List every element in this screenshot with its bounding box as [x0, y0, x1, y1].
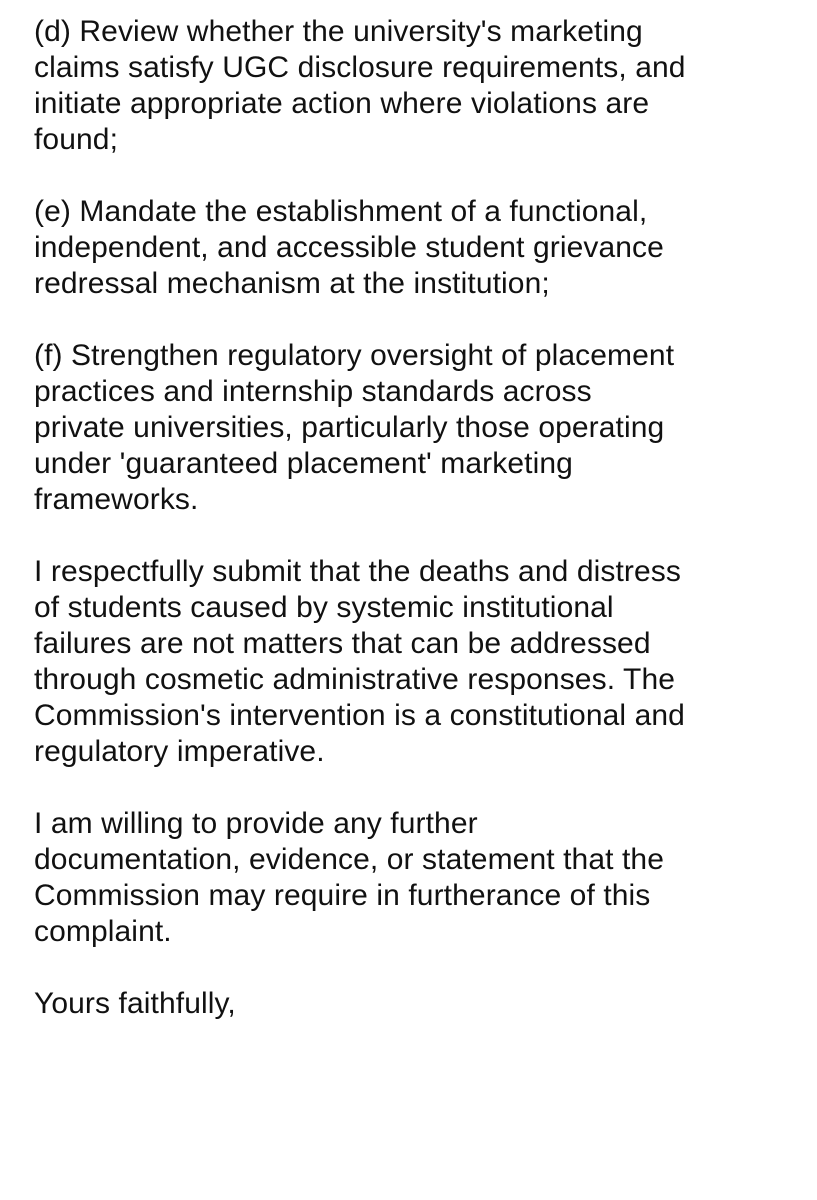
- text-line: through cosmetic administrative responses. The: [34, 663, 676, 696]
- text-line: frameworks.: [34, 483, 199, 516]
- text-line: private universities, particularly those operating: [34, 411, 665, 444]
- text-line: (e) Mandate the establishment of a functional,: [34, 195, 648, 228]
- text-line: I am willing to provide any further: [34, 807, 478, 840]
- text-line: initiate appropriate action where violations are: [34, 87, 650, 120]
- text-line: of students caused by systemic institutional: [34, 591, 614, 624]
- letter-body: [34, 14, 794, 1022]
- text-line: regulatory imperative.: [34, 735, 325, 768]
- paragraph-d: [34, 14, 794, 158]
- text-line: Commission may require in furtherance of this: [34, 879, 651, 912]
- text-line: claims satisfy UGC disclosure requirements, and: [34, 51, 686, 84]
- text-line: found;: [34, 123, 119, 156]
- text-line: failures are not matters that can be addressed: [34, 627, 651, 660]
- text-line: complaint.: [34, 915, 172, 948]
- text-line: (d) Review whether the university's marketing: [34, 15, 643, 48]
- paragraph-f: [34, 338, 794, 518]
- paragraph-willing: [34, 806, 794, 950]
- text-line: (f) Strengthen regulatory oversight of placement: [34, 339, 675, 372]
- text-line: I respectfully submit that the deaths and distress: [34, 555, 681, 588]
- text-line: documentation, evidence, or statement that the: [34, 843, 664, 876]
- text-line: independent, and accessible student grievance: [34, 231, 664, 264]
- text-line: practices and internship standards across: [34, 375, 592, 408]
- text-line: under 'guaranteed placement' marketing: [34, 447, 573, 480]
- text-line: Commission's intervention is a constitutional and: [34, 699, 685, 732]
- paragraph-e: [34, 194, 794, 302]
- signoff: Yours faithfully,: [34, 987, 236, 1020]
- text-line: redressal mechanism at the institution;: [34, 267, 550, 300]
- paragraph-submission: [34, 554, 794, 770]
